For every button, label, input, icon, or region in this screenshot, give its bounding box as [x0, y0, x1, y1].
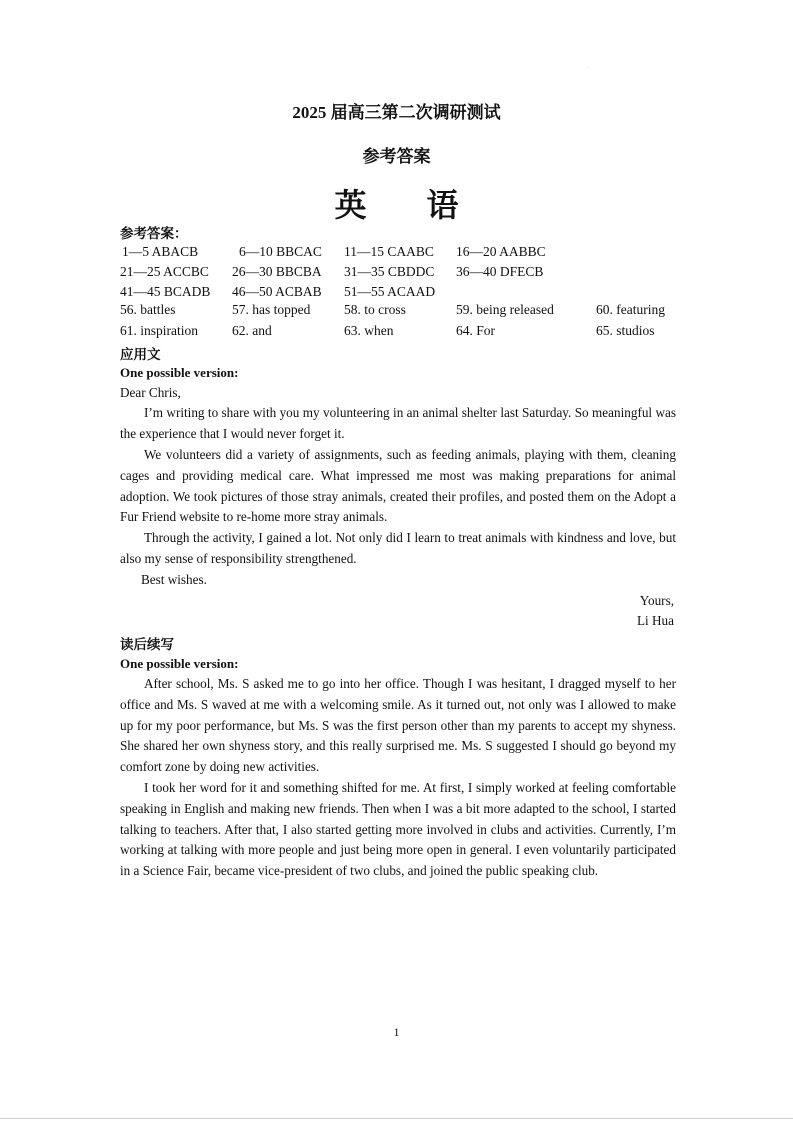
letter-sign-off: Yours, [639, 593, 674, 608]
answer-row [0, 264, 793, 284]
exam-title: 2025 届高三第二次调研测试 [292, 103, 501, 122]
story-paragraph: I took her word for it and something shifted for me. At first, I simply worked at feeling comfortable speaking in English and making new friends. Then when I was a bit more adapted to the school, I started talking to teachers. After that, I also started getting more involved in clubs and activities. Currently, I’m working at talking with more people and just being more open in general. I even voluntarily participated in a Science Fair, became vice-president of two clubs, and joined the public speaking club. [120, 780, 676, 879]
answers-heading: 参考答案： [120, 226, 188, 241]
answer-item: 58. to cross [344, 302, 406, 317]
answer-item: 56. battles [120, 302, 176, 317]
story-paragraph: After school, Ms. S asked me to go into her office. Though I was hesitant, I dragged myself to her office and Ms. S waved at me with a welcoming smile. As it turned out, not only was I allowed to make up for my poor performance, but Ms. S was the first person other than my parents to accept my shyness. She shared her own shyness story, and this really surprised me. Ms. S suggested I should go beyond my comfort zone by doing new activities. [120, 676, 676, 775]
letter-paragraph: Through the activity, I gained a lot. Not only did I learn to treat animals with kindness and love, but also my sense of responsibility strengthened. [120, 530, 676, 566]
answer-item: 61. inspiration [120, 323, 198, 338]
answer-item: 16—20 AABBC [456, 244, 546, 259]
answer-row [0, 244, 793, 264]
answer-item: 60. featuring [596, 302, 665, 317]
answer-item: 62. and [232, 323, 272, 338]
answer-item: 26—30 BBCBA [232, 264, 322, 279]
scan-speck: . [588, 64, 590, 70]
answer-item: 51—55 ACAAD [344, 284, 436, 299]
continuation-writing-heading: 读后续写 [120, 637, 174, 652]
answer-item: 41—45 BCADB [120, 284, 211, 299]
answer-item: 1—5 ABACB [122, 244, 199, 259]
answer-row [0, 323, 793, 343]
answer-item: 59. being released [456, 302, 554, 317]
answer-item: 65. studios [596, 323, 655, 338]
subject-title: 英 语 [334, 187, 485, 223]
letter-paragraph: I’m writing to share with you my volunteering in an animal shelter last Saturday. So meaningful was the experience that I would never forget it. [120, 405, 676, 441]
letter-paragraph: We volunteers did a variety of assignments, such as feeding animals, playing with them, cleaning cages and providing medical care. What impressed me most was making preparations for animal adoption. We took pictures of those stray animals, created their profiles, and posted them on the Adopt a Fur Friend website to re-home more stray animals. [120, 447, 676, 525]
answer-row [0, 284, 793, 304]
answer-item: 64. For [456, 323, 496, 338]
continuation-version-label: One possible version: [120, 656, 239, 671]
answer-item: 57. has topped [232, 302, 311, 317]
answer-item: 36—40 DFECB [456, 264, 544, 279]
practical-writing-heading: 应用文 [120, 347, 161, 362]
page-number: 1 [393, 1025, 400, 1039]
practical-version-label: One possible version: [120, 365, 239, 380]
letter-closing: Best wishes. [141, 572, 207, 587]
letter-signature: Li Hua [637, 613, 674, 628]
page-bottom-edge [0, 1118, 793, 1119]
answer-row [0, 302, 793, 322]
letter-salutation: Dear Chris, [120, 385, 181, 400]
answer-item: 46—50 ACBAB [232, 284, 322, 299]
answer-item: 31—35 CBDDC [344, 264, 435, 279]
answer-item: 63. when [344, 323, 394, 338]
page-subtitle: 参考答案 [362, 147, 431, 166]
answer-item: 11—15 CAABC [344, 244, 434, 259]
answer-item: 21—25 ACCBC [120, 264, 209, 279]
answer-item: 6—10 BBCAC [239, 244, 322, 259]
